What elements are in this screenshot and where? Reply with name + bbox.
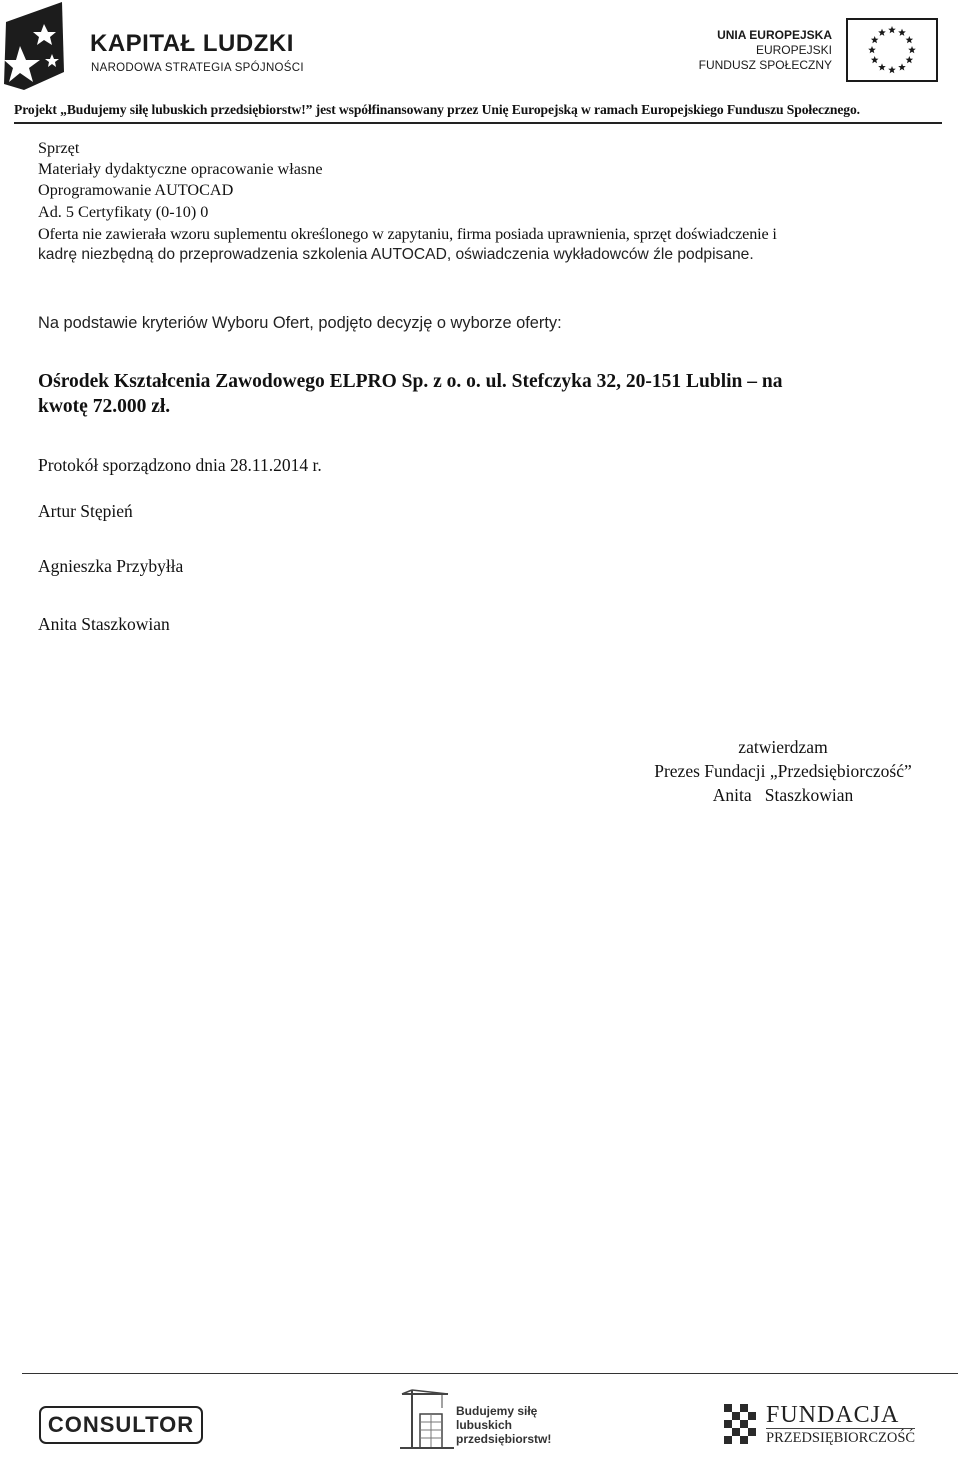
eu-star-icon <box>878 63 886 70</box>
kapital-ludzki-emblem-icon <box>4 2 84 90</box>
fundacja-name: FUNDACJA <box>766 1402 900 1428</box>
kapital-ludzki-title: KAPITAŁ LUDZKI <box>90 30 294 57</box>
eu-line-3: FUNDUSZ SPOŁECZNY <box>698 58 832 72</box>
bs-line-3: przedsiębiorstw! <box>456 1432 552 1446</box>
fundacja-emblem-icon <box>722 1396 764 1452</box>
eu-star-icon <box>906 56 914 63</box>
eu-star-icon <box>871 56 879 63</box>
kapital-ludzki-subtitle: NARODOWA STRATEGIA SPÓJNOŚCI <box>91 62 304 74</box>
eu-star-icon <box>906 36 914 43</box>
eu-star-icon <box>878 29 886 36</box>
eu-line-2: EUROPEJSKI <box>755 43 832 57</box>
body-line-3: Oprogramowanie AUTOCAD <box>38 181 234 199</box>
eu-flag-icon <box>846 18 938 82</box>
body-line-6: kadrę niezbędną do przeprowadzenia szkolenia AUTOCAD, oświadczenia wykładowców źle podpisane. <box>38 246 754 263</box>
eu-star-icon <box>908 46 916 53</box>
eu-star-icon <box>898 29 906 36</box>
committee-member-2: Agnieszka Przybyłła <box>38 556 184 576</box>
eu-logo-text <box>699 28 832 73</box>
protocol-date: Protokół sporządzono dnia 28.11.2014 r. <box>38 455 322 475</box>
kapital-ludzki-logo <box>4 2 304 90</box>
consultor-logo <box>39 1406 203 1444</box>
decision-intro: Na podstawie kryteriów Wyboru Ofert, podjęto decyzję o wyborze oferty: <box>38 314 562 332</box>
budujemy-sile-text <box>456 1404 551 1446</box>
fundacja-przedsiebiorczosc-logo <box>722 1396 942 1452</box>
footer-divider <box>22 1373 958 1374</box>
committee-member-1: Artur Stępień <box>38 501 133 521</box>
crane-building-icon <box>398 1386 456 1452</box>
eu-star-icon <box>898 63 906 70</box>
approval-line-3: Anita Staszkowian <box>712 785 854 805</box>
body-line-4: Ad. 5 Certyfikaty (0-10) 0 <box>38 203 209 221</box>
consultor-logo-text: CONSULTOR <box>47 1412 195 1437</box>
eu-star-icon <box>871 36 879 43</box>
header-divider <box>14 122 942 124</box>
eu-stars-icon <box>848 20 936 80</box>
eu-star-icon <box>888 26 896 33</box>
approval-line-2: Prezes Fundacji „Przedsiębiorczość” <box>654 761 912 781</box>
project-cofinancing-line: Projekt „Budujemy siłę lubuskich przedsiębiorstw!” jest współfinansowany przez Unię Europejską w ramach Europejskiego Funduszu Społecznego. <box>14 102 860 117</box>
fundacja-subtitle: PRZEDSIĘBIORCZOŚĆ <box>766 1430 916 1446</box>
eu-logo <box>698 18 938 86</box>
bs-line-2: lubuskich <box>456 1418 513 1432</box>
budujemy-sile-logo <box>398 1386 558 1452</box>
body-line-5: Oferta nie zawierała wzoru suplementu określonego w zapytaniu, firma posiada uprawnienia, sprzęt doświadczenie i <box>38 225 777 243</box>
committee-member-3: Anita Staszkowian <box>38 614 170 634</box>
eu-star-icon <box>888 66 896 73</box>
body-line-2: Materiały dydaktyczne opracowanie własne <box>38 160 323 178</box>
eu-line-1: UNIA EUROPEJSKA <box>717 28 832 42</box>
bs-line-1: Budujemy siłę <box>456 1404 538 1418</box>
approval-line-1: zatwierdzam <box>738 737 828 757</box>
body-line-1: Sprzęt <box>38 139 80 157</box>
winner-line-2: kwotę 72.000 zł. <box>38 396 171 417</box>
eu-star-icon <box>868 46 876 53</box>
winner-line-1: Ośrodek Kształcenia Zawodowego ELPRO Sp. z o. o. ul. Stefczyka 32, 20-151 Lublin – na <box>38 371 783 392</box>
